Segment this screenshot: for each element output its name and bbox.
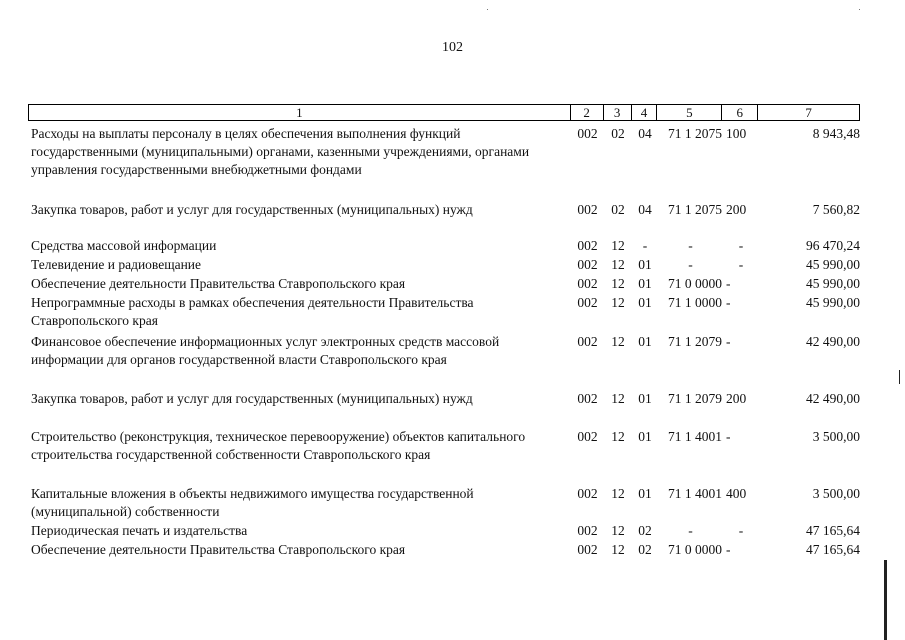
row-col-6: -	[738, 257, 744, 272]
table-row	[28, 522, 860, 540]
row-col-4: 01	[638, 391, 652, 406]
scan-mark	[899, 370, 900, 384]
row-col-5: -	[688, 238, 693, 253]
row-col-4: 04	[638, 126, 652, 141]
table-row	[28, 256, 860, 274]
row-col-3: 12	[611, 542, 625, 557]
header-col-5: 5	[657, 105, 722, 120]
row-name: Капитальные вложения в объекты недвижимого имущества государственной (муниципальной) собственности	[31, 486, 474, 519]
row-col-4: -	[642, 238, 648, 253]
row-col-5: 71 1 4001	[668, 429, 722, 444]
row-name: Закупка товаров, работ и услуг для государственных (муниципальных) нужд	[31, 391, 473, 406]
row-col-2: 002	[577, 486, 598, 501]
row-name: Расходы на выплаты персоналу в целях обеспечения выполнения функций государственными (муниципальными) органами, казенными учреждениями, органами управления государственными внебюджетными фондами	[31, 126, 530, 177]
row-col-5: -	[688, 257, 693, 272]
row-col-2: 002	[577, 523, 598, 538]
table-row	[28, 485, 860, 521]
header-col-6: 6	[722, 105, 758, 120]
table-row	[28, 125, 860, 179]
table-header	[28, 104, 860, 121]
scan-edge-mark	[884, 560, 887, 640]
row-col-6: 200	[726, 391, 747, 406]
row-col-6: -	[738, 523, 744, 538]
row-col-2: 002	[577, 295, 598, 310]
row-col-5: 71 1 2075	[668, 202, 722, 217]
row-col-4: 01	[638, 429, 652, 444]
row-amount: 42 490,00	[806, 334, 860, 349]
row-col-3: 12	[611, 523, 625, 538]
header-col-3: 3	[604, 105, 632, 120]
row-col-4: 01	[638, 257, 652, 272]
row-col-6: -	[726, 429, 731, 444]
row-col-5: 71 1 2075	[668, 126, 722, 141]
row-col-6: 100	[726, 126, 747, 141]
table-row	[28, 390, 860, 408]
row-name: Обеспечение деятельности Правительства Ставропольского края	[31, 542, 406, 557]
row-col-3: 12	[611, 295, 625, 310]
table-row	[28, 541, 860, 559]
row-col-3: 12	[611, 276, 625, 291]
row-col-2: 002	[577, 257, 598, 272]
header-col-7: 7	[805, 105, 812, 120]
row-name: Строительство (реконструкция, техническое перевооружение) объектов капитального строительства государственной собственности Ставропольского края	[31, 429, 526, 462]
row-amount: 96 470,24	[806, 238, 860, 253]
table-row	[28, 275, 860, 293]
row-col-2: 002	[577, 542, 598, 557]
row-col-2: 002	[577, 238, 598, 253]
row-amount: 8 943,48	[812, 126, 860, 141]
row-col-4: 01	[638, 295, 652, 310]
row-col-3: 12	[611, 391, 625, 406]
row-col-6: -	[726, 542, 731, 557]
table-row	[28, 428, 860, 464]
table-row	[28, 201, 860, 219]
row-name: Телевидение и радиовещание	[31, 257, 202, 272]
row-amount: 45 990,00	[806, 295, 860, 310]
row-col-4: 04	[638, 202, 652, 217]
row-col-3: 12	[611, 486, 625, 501]
row-col-5: 71 0 0000	[668, 542, 722, 557]
header-col-4: 4	[632, 105, 658, 120]
row-col-3: 12	[611, 257, 625, 272]
row-col-6: -	[726, 295, 731, 310]
row-col-2: 002	[577, 276, 598, 291]
row-amount: 7 560,82	[812, 202, 860, 217]
row-col-5: 71 0 0000	[668, 276, 722, 291]
row-col-5: -	[688, 523, 693, 538]
row-name: Финансовое обеспечение информационных услуг электронных средств массовой информации для органов государственной власти Ставропольского края	[31, 334, 500, 367]
header-col-2: 2	[571, 105, 604, 120]
row-col-6: -	[726, 276, 731, 291]
row-col-3: 12	[611, 238, 625, 253]
row-col-3: 12	[611, 429, 625, 444]
row-col-5: 71 1 4001	[668, 486, 722, 501]
page-number: 102	[442, 40, 463, 55]
row-col-6: 400	[726, 486, 747, 501]
row-col-6: 200	[726, 202, 747, 217]
row-amount: 3 500,00	[812, 486, 860, 501]
row-name: Закупка товаров, работ и услуг для государственных (муниципальных) нужд	[31, 202, 473, 217]
scan-speck	[859, 9, 860, 10]
row-col-5: 71 1 0000	[668, 295, 722, 310]
row-col-2: 002	[577, 391, 598, 406]
row-col-2: 002	[577, 429, 598, 444]
row-col-3: 12	[611, 334, 625, 349]
row-col-6: -	[738, 238, 744, 253]
row-amount: 47 165,64	[806, 542, 860, 557]
row-name: Периодическая печать и издательства	[31, 523, 248, 538]
row-col-3: 02	[611, 126, 625, 141]
row-col-2: 002	[577, 334, 598, 349]
row-name: Средства массовой информации	[31, 238, 217, 253]
row-name: Обеспечение деятельности Правительства Ставропольского края	[31, 276, 406, 291]
row-amount: 3 500,00	[812, 429, 860, 444]
row-col-5: 71 1 2079	[668, 334, 722, 349]
row-col-6: -	[726, 334, 731, 349]
row-col-4: 01	[638, 276, 652, 291]
row-amount: 42 490,00	[806, 391, 860, 406]
row-col-2: 002	[577, 126, 598, 141]
table-row	[28, 333, 860, 369]
row-col-4: 02	[638, 523, 652, 538]
row-col-5: 71 1 2079	[668, 391, 722, 406]
header-col-1: 1	[29, 105, 571, 120]
scan-speck	[487, 9, 488, 10]
row-amount: 45 990,00	[806, 276, 860, 291]
row-amount: 45 990,00	[806, 257, 860, 272]
row-col-4: 01	[638, 486, 652, 501]
row-col-2: 002	[577, 202, 598, 217]
row-col-3: 02	[611, 202, 625, 217]
row-amount: 47 165,64	[806, 523, 860, 538]
table-row	[28, 294, 860, 330]
row-col-4: 02	[638, 542, 652, 557]
row-name: Непрограммные расходы в рамках обеспечения деятельности Правительства Ставропольского края	[31, 295, 474, 328]
table-row	[28, 237, 860, 255]
row-col-4: 01	[638, 334, 652, 349]
